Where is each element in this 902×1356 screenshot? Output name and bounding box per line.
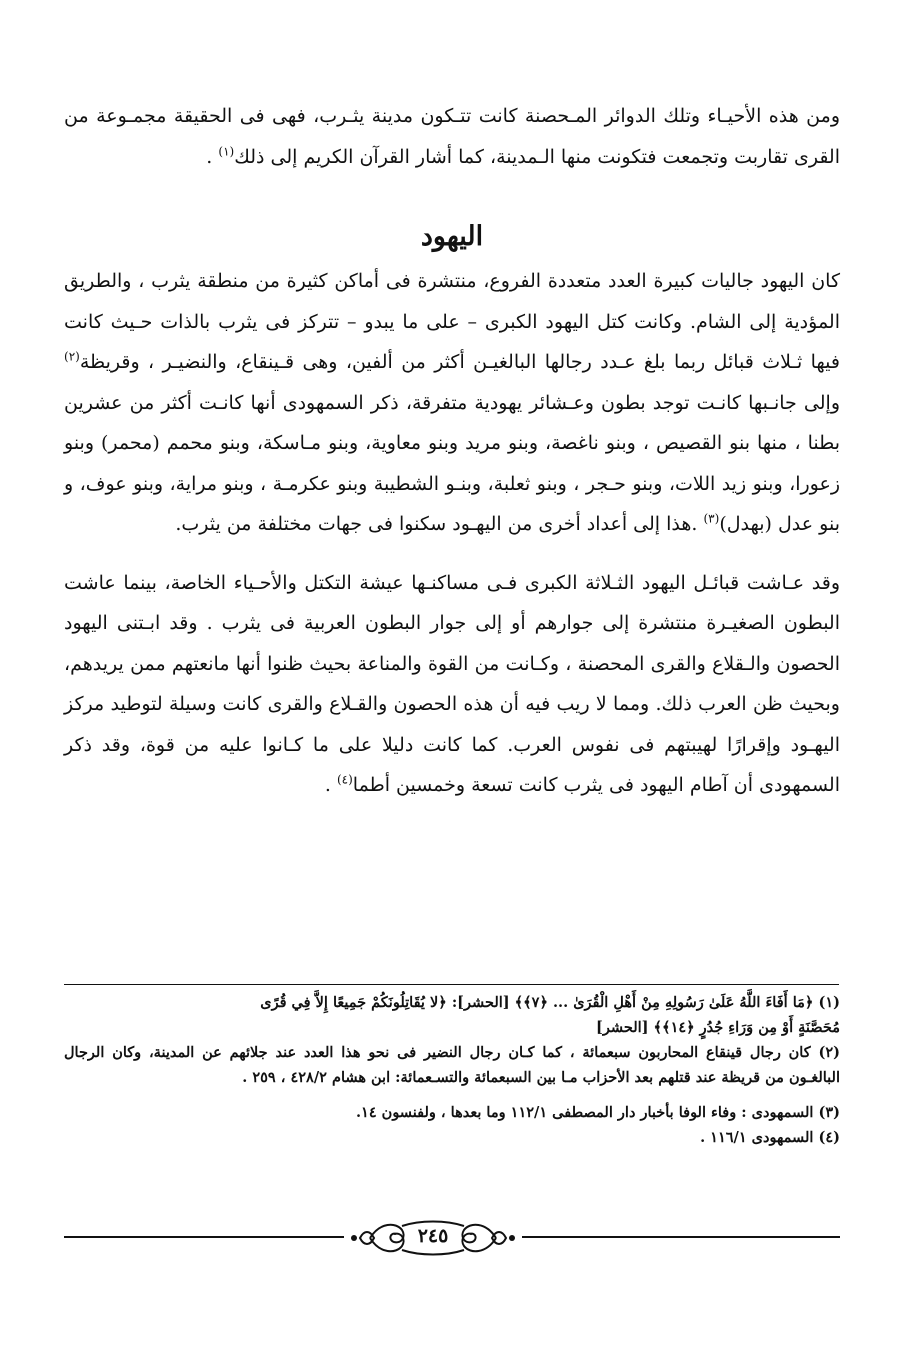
paragraph-end: . bbox=[206, 145, 219, 168]
page-number-ornament-icon bbox=[340, 1220, 526, 1256]
footnote-text: (١) ﴿مَا أَفَاءَ اللَّهُ عَلَىٰ رَسُولِهِ مِنْ أَهْلِ الْقُرَىٰ ... ﴿٧﴾﴾ [الحشر]: ﴿لا يُقَاتِلُونَكُمْ جَمِيعًا إِلاَّ فِي قُرًى bbox=[260, 994, 840, 1011]
footnote-3: (٣) السمهودى : وفاء الوفا بأخبار دار المصطفى ١١٢/١ وما بعدها ، ولفنسون ١٤. bbox=[355, 1104, 840, 1121]
page-number: ٢٤٥ bbox=[417, 1225, 449, 1247]
page-body bbox=[64, 96, 840, 806]
footnote-separator bbox=[64, 984, 839, 985]
footnote-text: مُحَصَّنَةٍ أَوْ مِن وَرَاءِ جُدُرٍ ﴿١٤﴾﴾ [الحشر] bbox=[596, 1019, 840, 1036]
paragraph-text: ومن هذه الأحيـاء وتلك الدوائر المـحصنة كانت تتـكون مدينة يثـرب، فهى فى الحقيقة مجمـوعة من القرى تقاربت وتجمعت فتكونت منها الـمدينة، كما أشار القرآن الكريم إلى ذلك bbox=[64, 105, 840, 168]
paragraph-intro bbox=[64, 96, 840, 177]
paragraph-jews bbox=[64, 261, 840, 545]
footer-rule-right bbox=[522, 1236, 840, 1238]
footnote-4: (٤) السمهودى ١١٦/١ . bbox=[700, 1129, 840, 1146]
footnote-ref-1[interactable]: (١) bbox=[218, 144, 235, 159]
footer-rule-left bbox=[64, 1236, 344, 1238]
footnote-ref-2[interactable]: (٢) bbox=[64, 349, 80, 364]
paragraph-end: . bbox=[324, 774, 337, 796]
paragraph-text: .هذا إلى أعداد أخرى من اليهـود سكنوا فى جهات مختلفة من يثرب. bbox=[175, 513, 704, 535]
footnote-ref-4[interactable]: (٤) bbox=[336, 772, 353, 787]
footnote-1 bbox=[64, 990, 840, 1040]
paragraph-fortresses bbox=[64, 563, 840, 806]
paragraph-text: كان اليهود جاليات كبيرة العدد متعددة الفروع، منتشرة فى أماكن كثيرة من منطقة يثرب ، والطريق المؤدية إلى الشام. وكانت كتل اليهود الكبرى – على ما يبدو – تتركز فى يثرب بالذات حـيث كانت فيها ثـلاث قبائل ربما بلغ عـدد رجالها البالغيـن أكثر من ألفين، وهى قـينقاع، والنضيـر ، وقريظة bbox=[64, 270, 840, 373]
page-footer bbox=[64, 1220, 840, 1256]
footnote-2: (٢) كان رجال قينقاع المحاربون سبعمائة ، كما كـان رجال النضير فى نحو هذا العدد عند جلائهم عن المدينة، وكان الرجال البالغـون من قريظة عند قتلهم بعد الأحزاب مـا بين السبعمائة والتسـعمائة: ابن هشام ٤٢٨/٢ ، ٢٥٩ . bbox=[64, 1044, 840, 1086]
footnote-ref-3[interactable]: (٣) bbox=[703, 511, 720, 526]
paragraph-text: وقد عـاشت قبائـل اليهود الثـلاثة الكبرى فـى مساكنـها عيشة التكتل والأحـياء الخاصة، بينما عاشت البطون الصغيـرة منتشرة إلى جوارهم أو إلى جوار البطون العربية فى يثرب . وقد ابـتنى اليهود الحصون والـقلاع والقرى المحصنة ، وكـانت من القوة والمناعة بحيث ظنوا أنها مانعتهم ممن يريدهم، وبحيث ظن العرب ذلك. ومما لا ريب فيه أن هذه الحصون والقـلاع والقرى كانت وسيلة لتوطيد مركز اليهـود وإقرارًا لهيبتهم فى نفوس العرب. كما كانت دليلا على ما كـانوا عليه من قوة، وقد ذكر السمهودى أن آطام اليهود فى يثرب كانت تسعة وخمسين أطما bbox=[64, 571, 840, 796]
footnotes bbox=[64, 990, 840, 1150]
paragraph-text: وإلى جانـبها كانـت توجد بطون وعـشائر يهودية متفرقة، ذكر السمهودى أنها كانـت أكثر من عشرين بطنا ، منها بنو القصيص ، وبنو ناغصة، وبنو مريد وبنو معاوية، وبنو مـاسكة، وبنو محمم (محمر) وبنو زعورا، وبنو زيد اللات، وبنو حـجر ، وبنو ثعلبة، وبنـو الشطيبة وبنو عكرمـة ، وبنو مراية، وبنو عوف، و بنو عدل (بهدل) bbox=[64, 391, 840, 535]
section-heading: اليهود bbox=[420, 221, 484, 252]
